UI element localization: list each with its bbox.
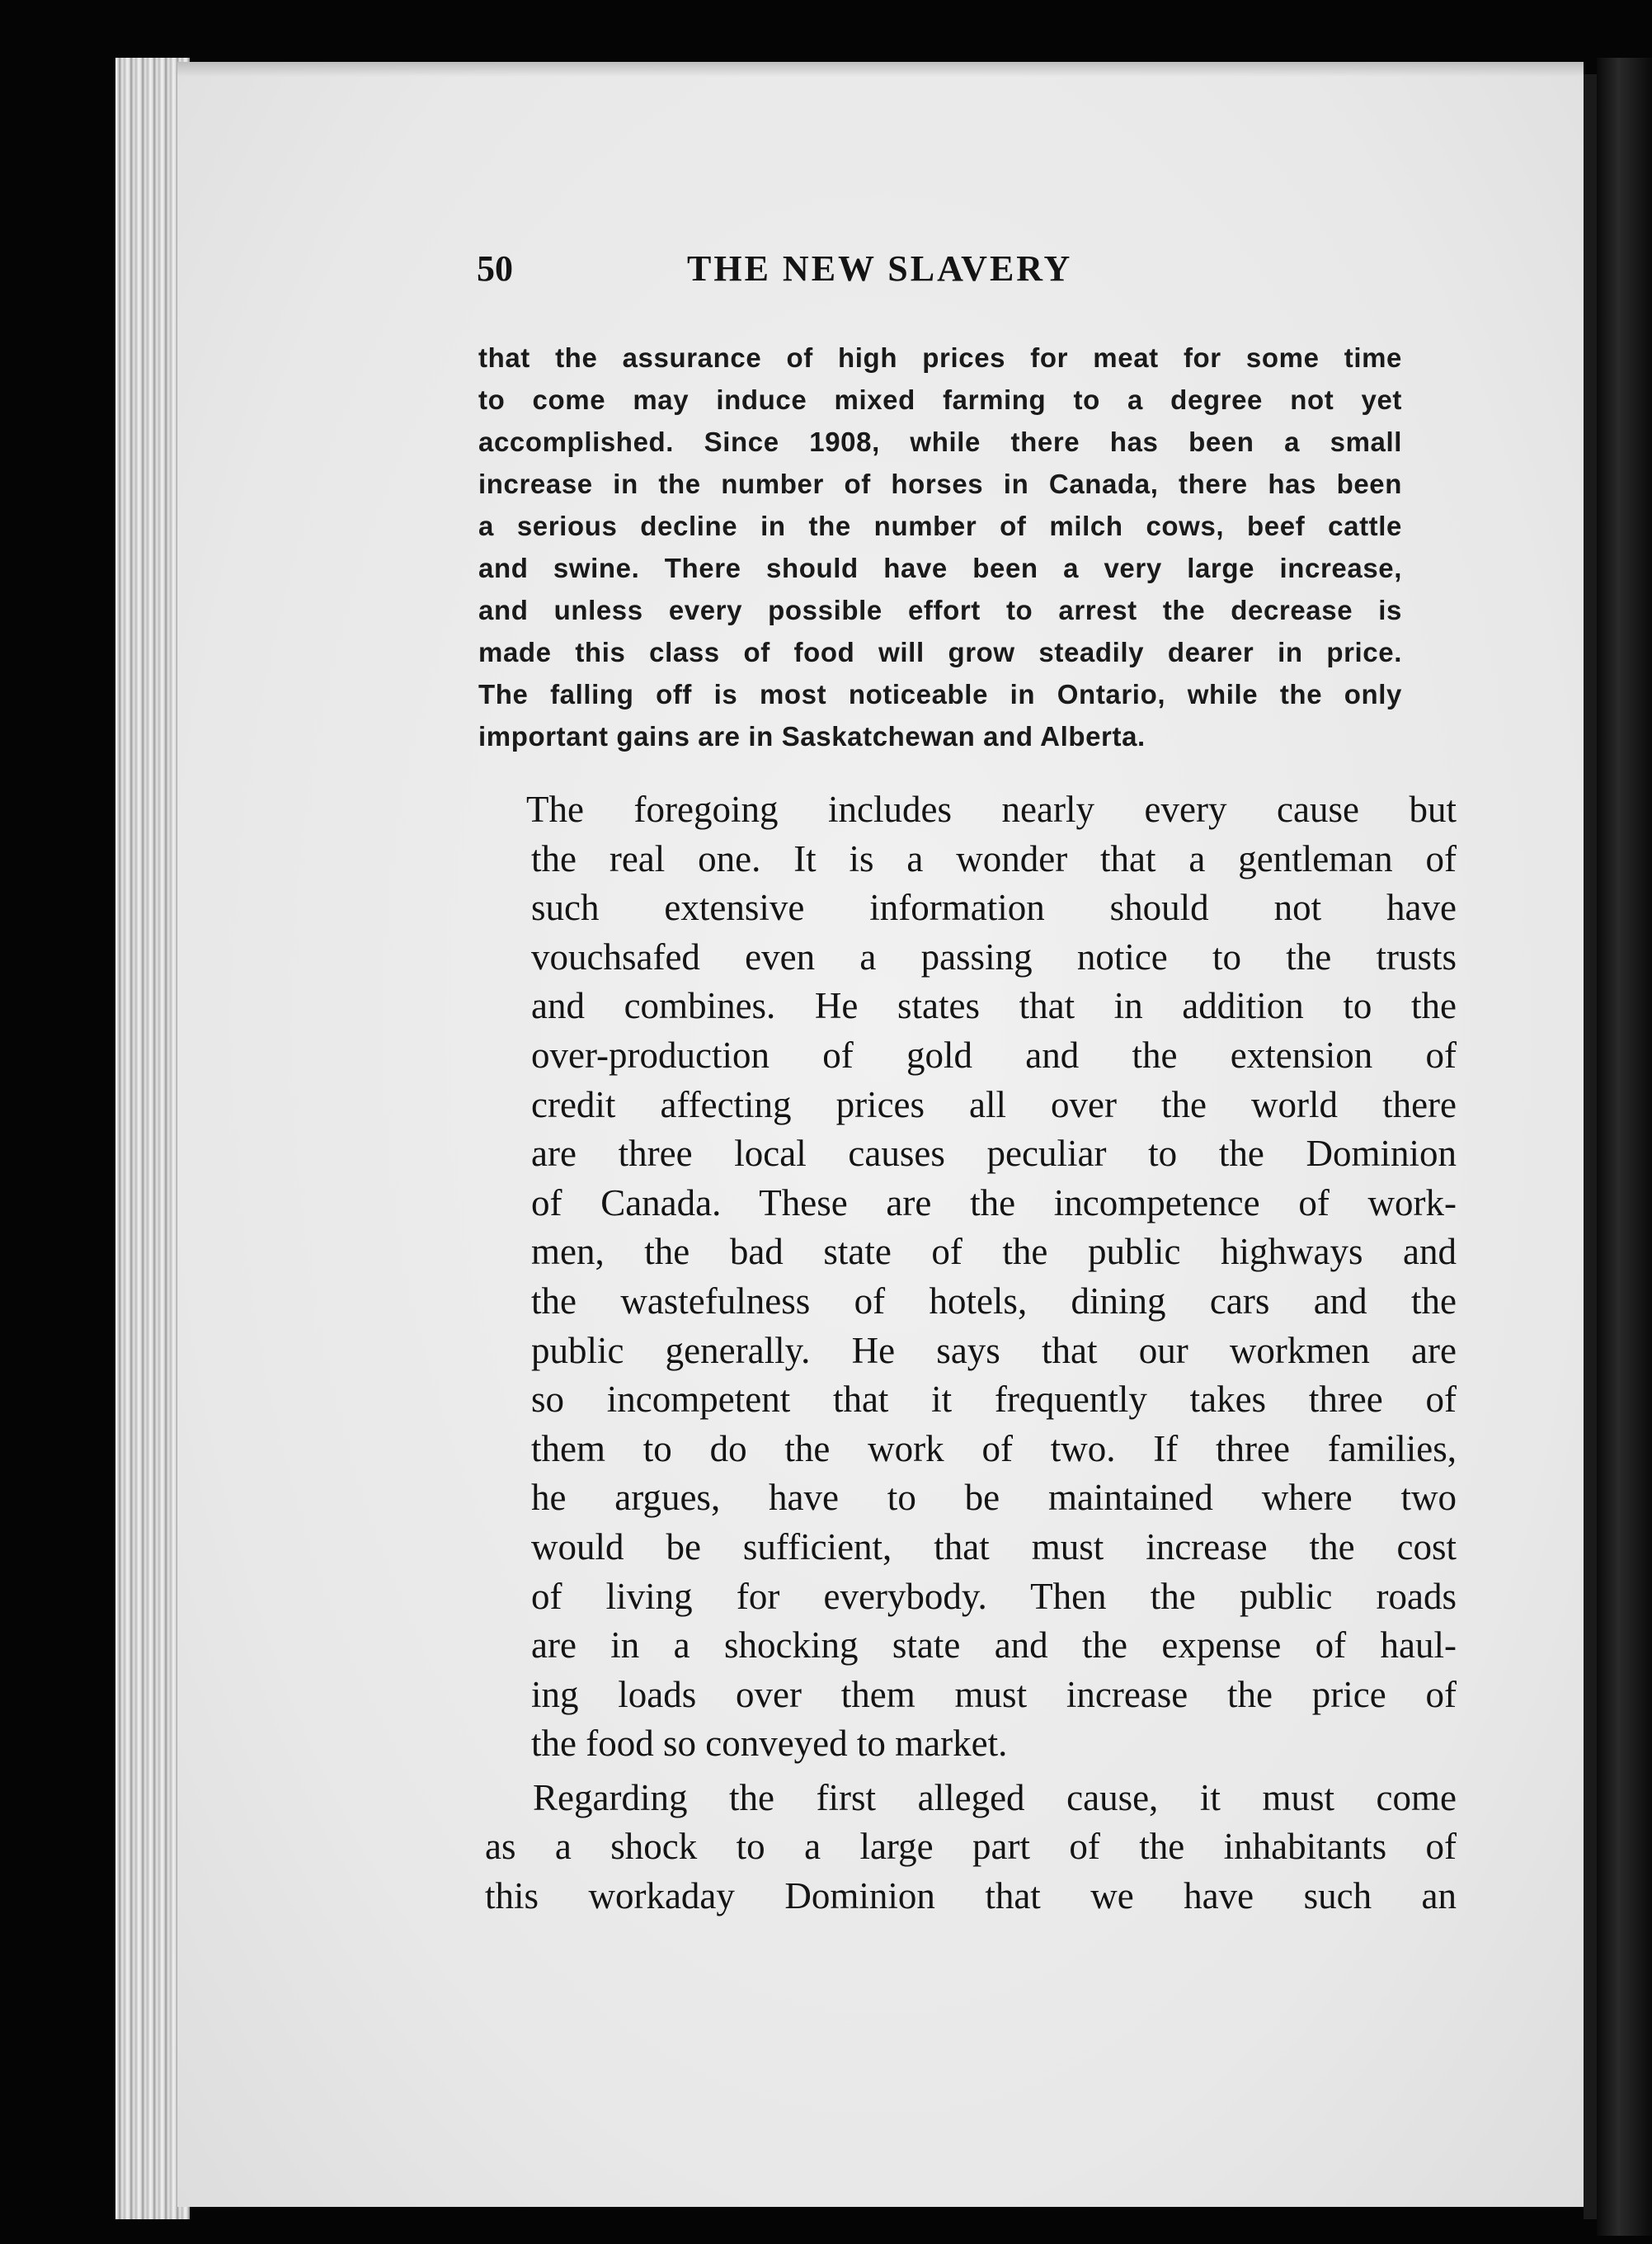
quote-line: and unless every possible effort to arrest the decrease is (478, 595, 1402, 625)
paragraph (485, 785, 1457, 1769)
quoted-passage (478, 337, 1402, 757)
text-line: the food so conveyed to market. (531, 1723, 1008, 1765)
quote-line: that the assurance of high prices for meat for some time (478, 342, 1402, 373)
running-head (477, 248, 1194, 305)
page-number: 50 (477, 248, 513, 289)
text-line: the wastefulness of hotels, dining cars and the (531, 1280, 1457, 1322)
quote-line: and swine. There should have been a very large increase, (478, 553, 1402, 583)
text-line: he argues, have to be maintained where two (531, 1477, 1457, 1519)
body-text (485, 785, 1457, 1921)
text-line: are three local causes peculiar to the Dominion (531, 1133, 1457, 1175)
text-line: public generally. He says that our workmen are (531, 1329, 1457, 1371)
text-line: ing loads over them must increase the price of (531, 1673, 1457, 1715)
quote-line: increase in the number of horses in Canada, there has been (478, 469, 1402, 499)
text-line: over-production of gold and the extension of (531, 1034, 1457, 1076)
text-line: the real one. It is a wonder that a gentleman of (531, 837, 1457, 879)
text-line: are in a shocking state and the expense of haul- (531, 1624, 1457, 1666)
facing-page-edge (1597, 58, 1652, 2236)
text-line: of Canada. These are the incompetence of work- (531, 1181, 1457, 1223)
text-line: vouchsafed even a passing notice to the trusts (531, 936, 1457, 978)
text-line: Regarding the first alleged cause, it must come (533, 1776, 1457, 1818)
text-line: so incompetent that it frequently takes three of (531, 1379, 1457, 1421)
text-line: this workaday Dominion that we have such an (485, 1875, 1457, 1917)
quote-line: a serious decline in the number of milch cows, beef cattle (478, 511, 1402, 541)
text-line: and combines. He states that in addition to the (531, 985, 1457, 1027)
text-line: of living for everybody. Then the public roads (531, 1575, 1457, 1617)
paragraph (485, 1774, 1457, 1921)
running-title: THE NEW SLAVERY (687, 248, 1073, 289)
text-line: them to do the work of two. If three families, (531, 1427, 1457, 1469)
text-line: credit affecting prices all over the world there (531, 1083, 1457, 1125)
quote-line: The falling off is most noticeable in Ontario, while the only (478, 679, 1402, 710)
quote-line: to come may induce mixed farming to a degree not yet (478, 384, 1402, 415)
quote-line: important gains are in Saskatchewan and Alberta. (478, 721, 1146, 752)
quote-line: made this class of food will grow steadily dearer in price. (478, 637, 1402, 667)
text-line: such extensive information should not have (531, 887, 1457, 929)
page-top-shadow (177, 62, 1584, 77)
quote-line: accomplished. Since 1908, while there has been a small (478, 427, 1402, 457)
book-spine (1584, 74, 1597, 2219)
text-line: as a shock to a large part of the inhabitants of (485, 1826, 1457, 1868)
text-line: would be sufficient, that must increase the cost (531, 1525, 1457, 1568)
text-line: men, the bad state of the public highways and (531, 1231, 1457, 1273)
text-line: The foregoing includes nearly every cause but (526, 789, 1457, 830)
